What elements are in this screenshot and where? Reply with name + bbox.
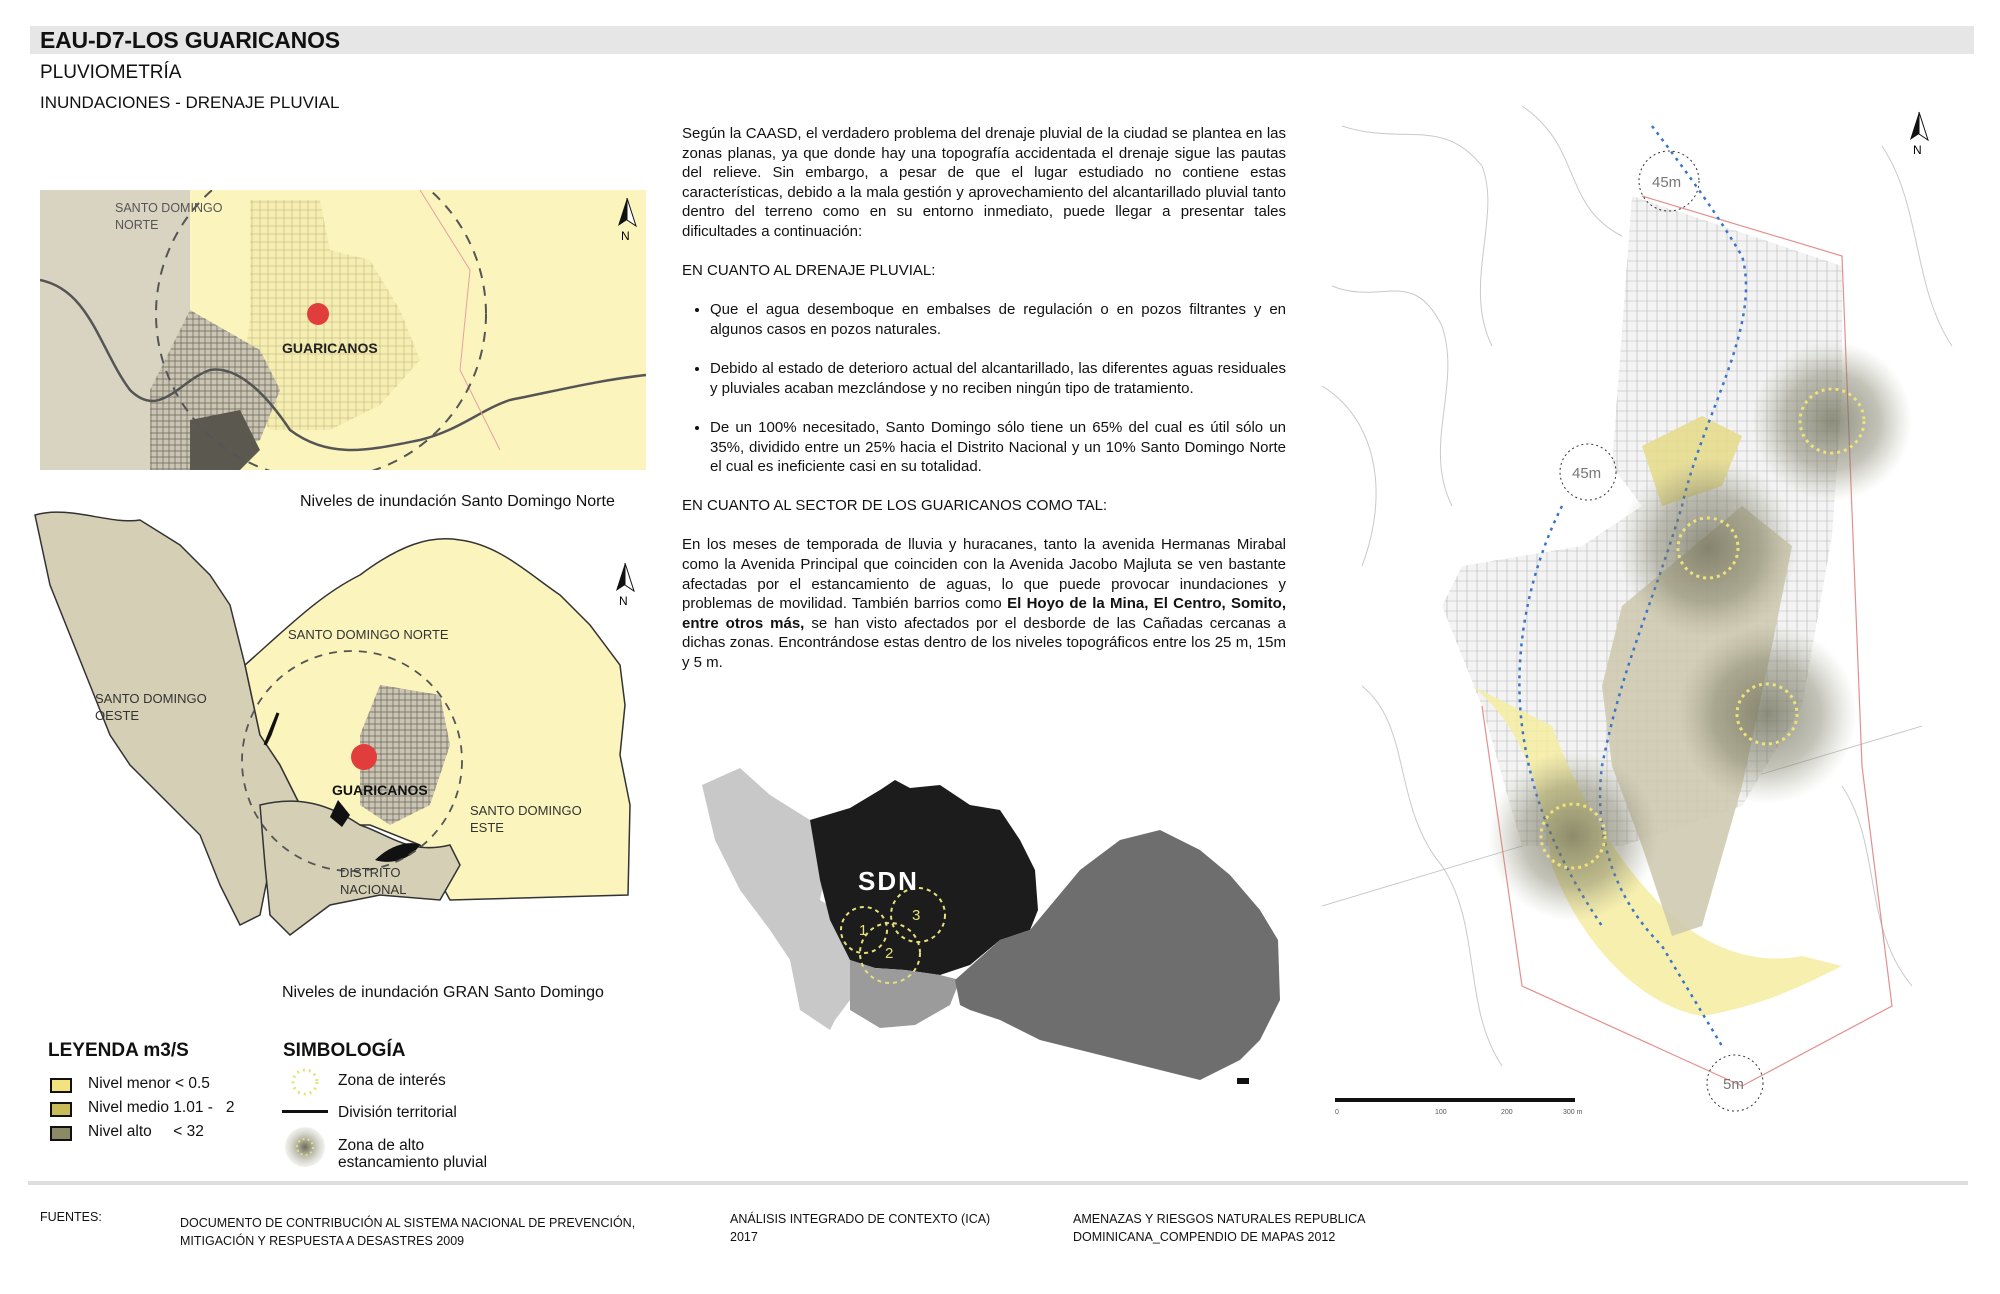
page-title: EAU-D7-LOS GUARICANOS (40, 27, 340, 53)
interest-zone-icon (293, 1070, 317, 1094)
svg-text:0: 0 (1335, 1109, 1339, 1116)
svg-text:1: 1 (859, 922, 868, 939)
swatch-low (50, 1078, 72, 1093)
list-item: • De un 100% necesitado, Santo Domingo sólo tiene un 65% del cual es útil sólo un 35%, dividido entre un 25% hacia el Distrito Nacional y un 10% Santo Domingo Norte el cual es ineficiente casi en su totalidad. (710, 418, 1286, 477)
svg-text:SANTO DOMINGOOESTE: SANTO DOMINGO OESTE (95, 691, 207, 723)
stagnation-zone-icon (285, 1127, 325, 1167)
map-site-guaricanos (1322, 86, 1954, 1136)
swatch-mid (50, 1102, 72, 1117)
legend-item-mid: Nivel medio 1.01 - 2 (88, 1099, 235, 1116)
svg-text:100: 100 (1435, 1109, 1447, 1116)
scale-bar (1335, 1096, 1595, 1120)
map-sdn (700, 760, 1285, 1090)
section-title: INUNDACIONES - DRENAJE PLUVIAL (40, 93, 340, 112)
legend-item-high: Nivel alto < 32 (88, 1123, 204, 1140)
legend-item-low: Nivel menor < 0.5 (88, 1075, 210, 1092)
svg-text:45m: 45m (1572, 465, 1602, 482)
site-marker (307, 303, 329, 325)
footer-source-3: AMENAZAS Y RIESGOS NATURALES REPUBLICA DOMINICANA_COMPENDIO DE MAPAS 2012 (1073, 1212, 1366, 1244)
svg-text:SANTO DOMINGOESTE: SANTO DOMINGO ESTE (470, 803, 582, 835)
symbology-icons (280, 1068, 330, 1178)
svg-text:200: 200 (1501, 1109, 1513, 1116)
legend-title: LEYENDA m3/S (48, 1040, 189, 1061)
sector-paragraph: En los meses de temporada de lluvia y huracanes, tanto la avenida Hermanas Mirabal como la Avenida Principal que coinciden con la Avenida Jacobo Majluta se ven bastante afectadas por el estancamiento de aguas, lo que puede provocar inundaciones y problemas de movilidad. También barrios como El Hoyo de la Mina, El Centro, Somito, entre otros más, se han visto afectados por el desborde de las Cañadas cercanas a dichas zonas. Encontrándose estas dentro de los niveles topográficos entre los 25 m, 15m y 5 m. (682, 536, 1286, 672)
svg-text:N: N (619, 594, 628, 608)
label-region: SANTO DOMINGO NORTE (115, 201, 223, 232)
footer-source-1: DOCUMENTO DE CONTRIBUCIÓN AL SISTEMA NACIONAL DE PREVENCIÓN, MITIGACIÓN Y RESPUESTA A DESASTRES 2009 (180, 1216, 636, 1248)
label-site: GUARICANOS (282, 340, 378, 356)
heading-sector: EN CUANTO AL SECTOR DE LOS GUARICANOS COMO TAL: (682, 497, 1108, 515)
footer-label: FUENTES: (40, 1210, 102, 1224)
svg-text:DISTRITONACIONAL: DISTRITO NACIONAL (340, 865, 407, 897)
intro-paragraph: Según la CAASD, el verdadero problema del drenaje pluvial de la ciudad se plantea en las zonas planas, ya que donde hay una topografía accidentada el drenaje sigue las pautas del relieve. Sin embargo, a pesar de que el lugar estudiado no contiene estas características, debido a la mala gestión y aprovechamiento del alcantarillado pluvial tanto dentro del terreno como en su entorno inmediato, puede llegar a presentar tales dificultades a continuación: (682, 125, 1286, 240)
svg-text:5m: 5m (1723, 1076, 1744, 1093)
list-item: • Que el agua desemboque en embalses de regulación o en pozos filtrantes y en algunos casos en pozos naturales. (710, 300, 1286, 339)
symbology-item-division: División territorial (338, 1104, 457, 1121)
svg-text:SANTO DOMINGO NORTE: SANTO DOMINGO NORTE (288, 627, 449, 642)
map-santo-domingo-norte (40, 190, 646, 470)
list-item: • Debido al estado de deterioro actual del alcantarillado, las diferentes aguas residuales y pluviales acaban mezclándose y no reciben ningún tipo de tratamiento. (710, 359, 1286, 398)
symbology-item-interest: Zona de interés (338, 1072, 446, 1089)
north-arrow-icon (616, 563, 634, 608)
symbology-item-stagnation-2: estancamiento pluvial (338, 1154, 488, 1171)
bullet-list (682, 300, 1286, 476)
svg-text:3: 3 (912, 907, 921, 924)
footer-source-2: ANÁLISIS INTEGRADO DE CONTEXTO (ICA) 2017 (730, 1212, 991, 1244)
body-text (682, 124, 1286, 692)
caption-map-gran: Niveles de inundación GRAN Santo Domingo (282, 984, 604, 1001)
svg-text:2: 2 (885, 945, 894, 962)
svg-text:N: N (621, 229, 630, 243)
svg-text:300 m: 300 m (1563, 1109, 1583, 1116)
svg-text:N: N (1913, 143, 1922, 157)
footer-divider (28, 1181, 1968, 1185)
heading-drenaje: EN CUANTO AL DRENAJE PLUVIAL: (682, 262, 936, 280)
svg-text:GUARICANOS: GUARICANOS (332, 782, 428, 798)
division-line-icon (282, 1110, 328, 1113)
caption-map-norte: Niveles de inundación Santo Domingo Norte (300, 493, 615, 510)
symbology-item-stagnation-1: Zona de alto (338, 1137, 425, 1154)
symbology-title: SIMBOLOGÍA (283, 1040, 406, 1061)
svg-text:45m: 45m (1652, 174, 1682, 191)
page-subtitle: PLUVIOMETRÍA (40, 62, 182, 83)
svg-text:SDN: SDN (858, 866, 919, 896)
map-gran-santo-domingo (30, 505, 642, 955)
swatch-high (50, 1126, 72, 1141)
